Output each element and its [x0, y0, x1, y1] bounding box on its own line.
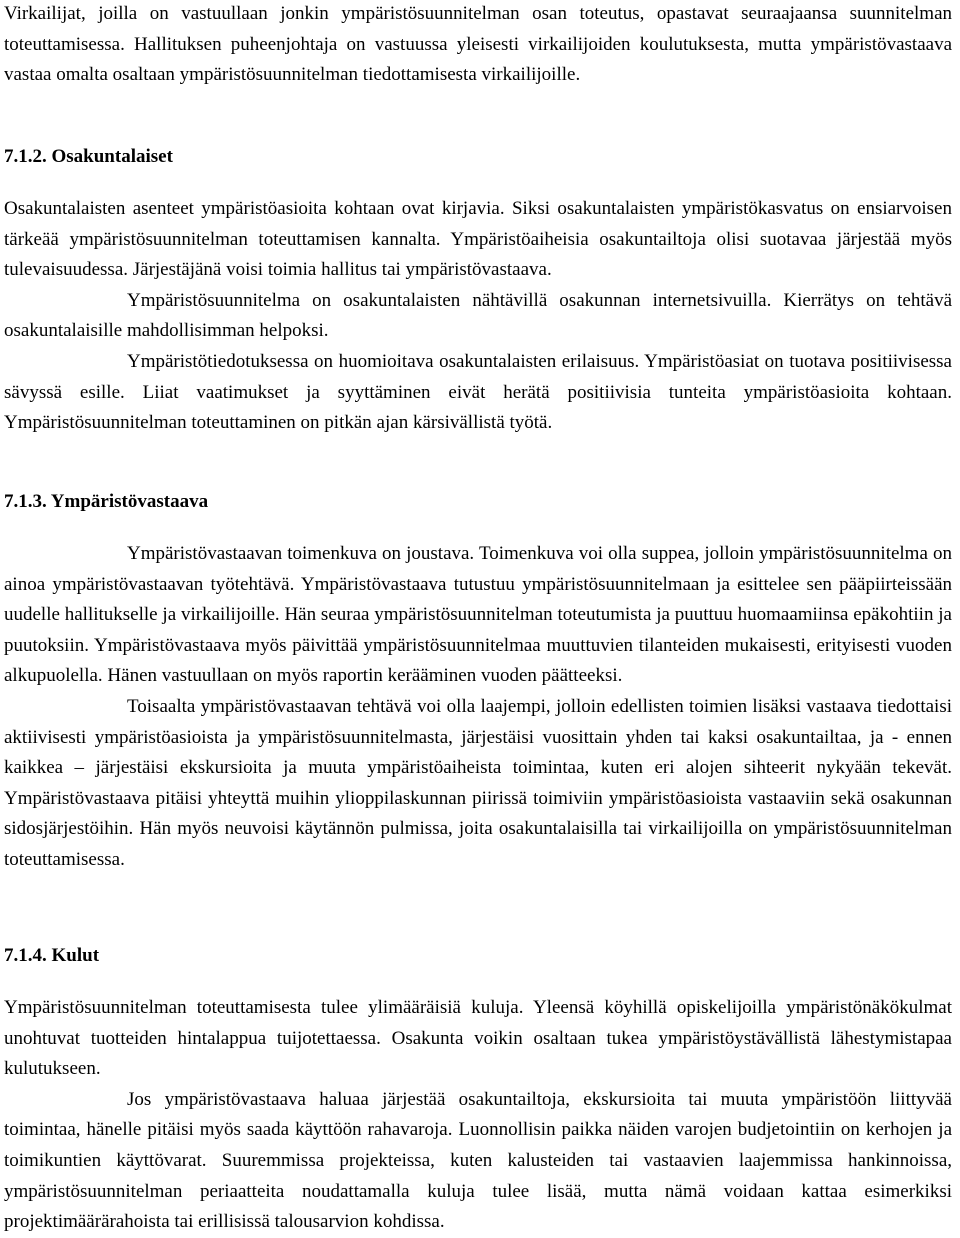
section-713-body — [4, 539, 952, 876]
section-712-body — [4, 194, 952, 439]
section-heading-714: 7.1.4. Kulut — [4, 945, 100, 966]
intro-paragraph: Virkailijat, joilla on vastuullaan jonkin ympäristösuunnitelman osan toteutus, opastavat seuraajaansa suunnitelman toteuttamisessa. Hallituksen puheenjohtaja on vastuussa yleisesti virkailijoiden koulutuksesta, mutta ympäristövastaava vastaa omalta osaltaan ympäristösuunnitelman tiedottamisesta virkailijoille. — [4, 3, 952, 86]
section-714-paragraph-2: Jos ympäristövastaava haluaa järjestää osakuntailtoja, ekskursioita tai muuta ympäristöön liittyvää toimintaa, hänelle pitäisi myös saada käyttöön rahavaroja. Luonnollisin paikka näiden varojen budjetointiin on kerhojen ja toimikuntien käyttövarat. Suuremmissa projekteissa, kuten kalusteiden tai vastaavien laajemmissa hankinnoissa, ympäristösuunnitelman periaatteita noudattamalla kuluja tulee lisää, mutta nämä voidaan kattaa esimerkiksi projektimäärärahoista tai erillisissä talousarvion kohdissa. — [4, 1088, 952, 1233]
section-heading-713: 7.1.3. Ympäristövastaava — [4, 491, 209, 512]
section-712-paragraph-1: Osakuntalaisten asenteet ympäristöasioita kohtaan ovat kirjavia. Siksi osakuntalaisten ympäristökasvatus on ensiarvoisen tärkeää ympäristösuunnitelman toteuttamisen kannalta. Ympäristöaiheisia osakuntailtoja olisi suotavaa järjestää myös tulevaisuudessa. Järjestäjänä voisi toimia hallitus tai ympäristövastaava. — [4, 198, 952, 281]
section-714-body — [4, 993, 952, 1238]
section-heading-712-wrap — [4, 145, 952, 169]
section-heading-712: 7.1.2. Osakuntalaiset — [4, 146, 173, 167]
section-713-paragraph-2: Toisaalta ympäristövastaavan tehtävä voi olla laajempi, jolloin edellisten toimien lisäksi vastaava tiedottaisi aktiivisesti ympäristöasioista ja ympäristösuunnitelmasta, järjestäisi vuosittain yhden tai kaksi osakuntailtaa, ja - ennen kaikkea – järjestäisi ekskursioita ja muuta ympäristöaiheista toimintaa, kuten eri alojen sihteerit nykyään tekevät. Ympäristövastaava pitäisi yhteyttä muihin ylioppilaskunnan piirissä toimiviin ympäristöasioista vastaaviin sekä osakunnan sidosjärjestöihin. Hän myös neuvoisi käytännön pulmissa, joita osakuntalaisilla tai virkailijoilla on ympäristösuunnitelman toteuttamisessa. — [4, 695, 952, 870]
section-heading-713-wrap — [4, 490, 952, 514]
section-713-paragraph-1: Ympäristövastaavan toimenkuva on joustava. Toimenkuva voi olla suppea, jolloin ympäristösuunnitelma on ainoa ympäristövastaavan työtehtävä. Ympäristövastaava tutustuu ympäristösuunnitelmaan ja esittelee sen pääpiirteissään uudelle hallitukselle ja virkailijoille. Hän seuraa ympäristösuunnitelman toteutumista ja puuttuu huomaamiinsa epäkohtiin ja puutoksiin. Ympäristövastaava myös päivittää ympäristösuunnitelmaa muuttuvien tilanteiden mukaisesti, erityisesti vuoden alkupuolella. Hänen vastuullaan on myös raportin kerääminen vuoden päätteeksi. — [4, 543, 952, 687]
section-712-paragraph-3: Ympäristötiedotuksessa on huomioitava osakuntalaisten erilaisuus. Ympäristöasiat on tuotava positiivisessa sävyssä esille. Liiat vaatimukset ja syyttäminen eivät herätä positiivisia tunteita ympäristöasioita kohtaan. Ympäristösuunnitelman toteuttaminen on pitkän ajan kärsivällistä työtä. — [4, 350, 952, 434]
intro-block — [4, 0, 952, 91]
section-714-paragraph-1: Ympäristösuunnitelman toteuttamisesta tulee ylimääräisiä kuluja. Yleensä köyhillä opiskelijoilla ympäristönäkökulmat unohtuvat tuotteiden hintalappua tuijotettaessa. Osakunta voikin osaltaan tukea ympäristöystävällistä lähestymistapaa kulutukseen. — [4, 997, 952, 1080]
section-712-paragraph-2: Ympäristösuunnitelma on osakuntalaisten nähtävillä osakunnan internetsivuilla. Kierrätys on tehtävä osakuntalaisille mahdollisimman helpoksi. — [4, 289, 952, 342]
section-heading-714-wrap — [4, 944, 952, 968]
